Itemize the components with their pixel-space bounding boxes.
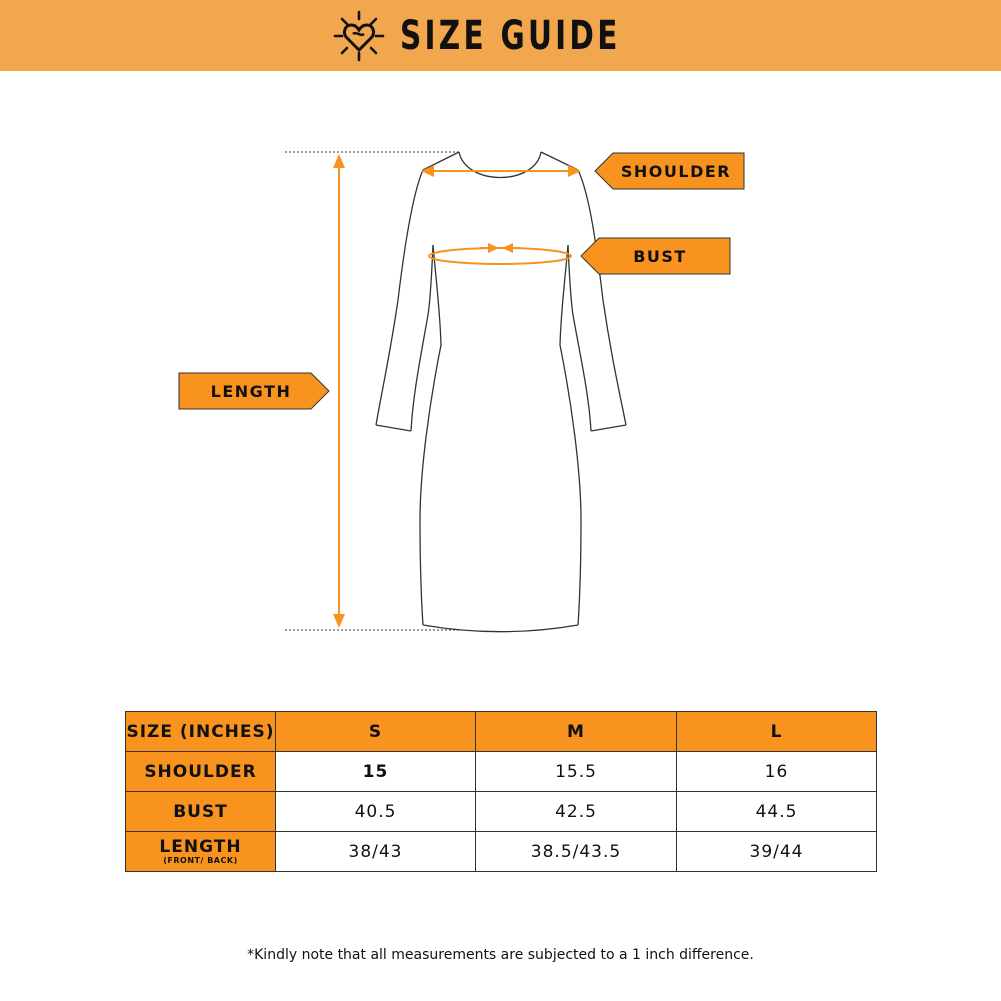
shoulder-tag: [595, 153, 744, 189]
table-header-row: [126, 712, 877, 752]
shoulder-arrow: [421, 165, 581, 177]
row-header-bust: BUST: [126, 792, 276, 832]
bust-arrow: [429, 243, 571, 264]
table-cell: 15.5: [476, 752, 677, 792]
table-cell: 42.5: [476, 792, 677, 832]
table-row: [126, 752, 877, 792]
size-table: [125, 711, 877, 872]
column-header-l: L: [677, 712, 877, 752]
row-header-length-sub: (FRONT/ BACK): [163, 856, 238, 865]
row-header-length: [126, 832, 276, 872]
page-title: SIZE GUIDE: [399, 12, 621, 59]
bust-tag-label: BUST: [633, 247, 687, 266]
table-cell: 40.5: [276, 792, 476, 832]
column-header-m: M: [476, 712, 677, 752]
table-row: [126, 832, 877, 872]
table-corner-cell: SIZE (INCHES): [126, 712, 276, 752]
shoulder-tag-label: SHOULDER: [620, 162, 732, 181]
table-cell: 15: [276, 752, 476, 792]
bust-tag: [581, 238, 730, 274]
table-cell: 38/43: [276, 832, 476, 872]
table-cell: 38.5/43.5: [476, 832, 677, 872]
measurement-note: *Kindly note that all measurements are subjected to a 1 inch difference.: [247, 947, 754, 963]
length-tag-label: LENGTH: [210, 382, 292, 401]
length-tag: [179, 373, 329, 409]
table-row: [126, 792, 877, 832]
table-cell: 44.5: [677, 792, 877, 832]
table-cell: 16: [677, 752, 877, 792]
length-arrow: [333, 154, 345, 628]
table-cell: 39/44: [677, 832, 877, 872]
row-header-length-label: LENGTH: [159, 837, 242, 857]
dress-outline: [376, 152, 626, 632]
row-header-shoulder: SHOULDER: [126, 752, 276, 792]
column-header-s: S: [276, 712, 476, 752]
